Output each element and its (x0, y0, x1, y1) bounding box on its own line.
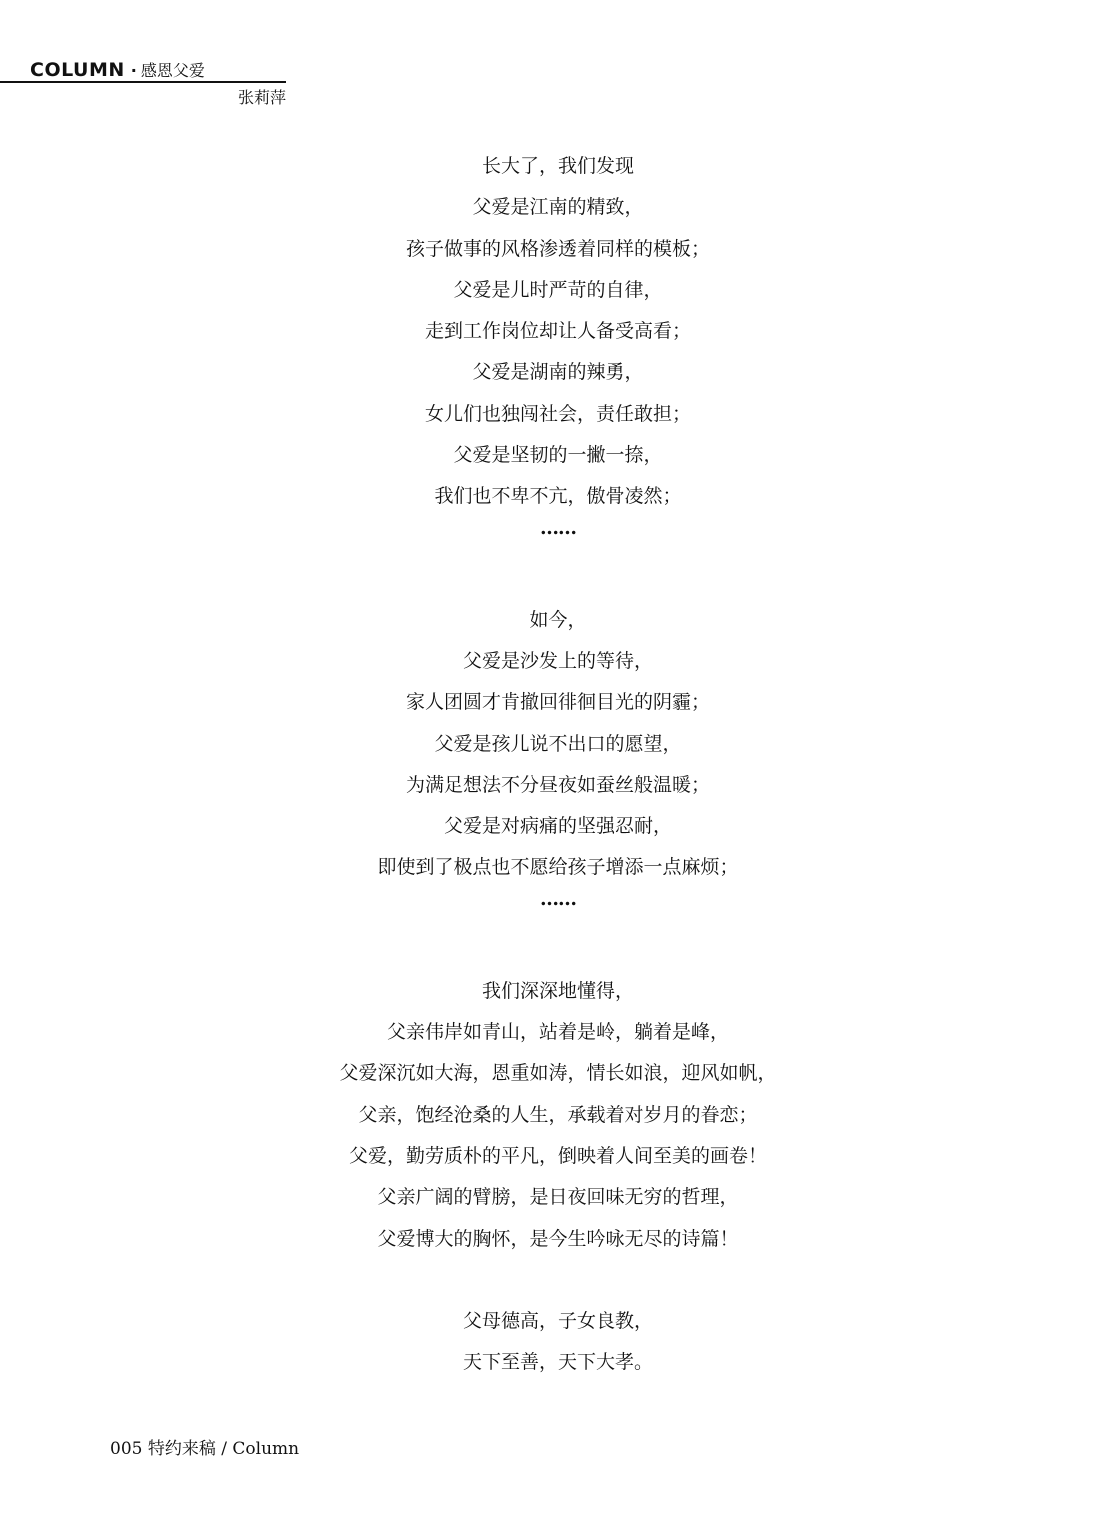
poem-line: 父亲伟岸如青山，站着是岭，躺着是峰， (386, 1021, 729, 1044)
poem-line: 父爱，勤劳质朴的平凡，倒映着人间至美的画卷！ (348, 1144, 767, 1167)
poem-line: 长大了，我们发现 (481, 155, 634, 177)
ellipsis: …… (540, 516, 576, 539)
poem-line: 如今， (529, 608, 587, 631)
poem-line: 为满足想法不分昼夜如蚕丝般温暖； (405, 773, 710, 796)
poem-line: 父亲广阔的臂膀，是日夜回味无穷的哲理， (377, 1186, 739, 1209)
poem-line: 父爱是儿时严苛的自律， (453, 278, 663, 301)
ellipsis: …… (540, 887, 576, 910)
stanza-4 (0, 1301, 1116, 1384)
poem-line: 父爱是坚韧的一撇一捺， (453, 444, 663, 467)
poem-line: 父爱是江南的精致， (472, 196, 644, 219)
poem-line: 家人团圆才肯撤回徘徊目光的阴霾； (405, 691, 710, 714)
poem-line: 天下至善，天下大孝。 (462, 1351, 653, 1374)
stanza-2 (0, 600, 1116, 919)
poem-line: 父爱是沙发上的等待， (462, 649, 653, 672)
poem-body (0, 146, 1116, 1383)
header-rule (0, 81, 286, 83)
author-name: 张莉萍 (237, 88, 286, 107)
stanza-gap (0, 1260, 1116, 1301)
poem-line: 我们也不卑不亢，傲骨凌然； (434, 485, 682, 508)
header-line (30, 58, 286, 81)
page-number: 005 (110, 1439, 143, 1459)
poem-line: 父爱博大的胸怀，是今生吟咏无尽的诗篇！ (377, 1227, 739, 1250)
poem-line: 女儿们也独闯社会，责任敢担； (424, 402, 691, 425)
poem-line: 父亲，饱经沧桑的人生，承载着对岁月的眷恋； (358, 1103, 758, 1126)
stanza-gap (0, 919, 1116, 971)
footer-slash: / (221, 1439, 227, 1459)
stanza-1 (0, 146, 1116, 548)
poem-line: 父爱是对病痛的坚强忍耐， (443, 815, 672, 838)
poem-line: 父母德高，子女良教， (462, 1309, 653, 1332)
column-label: COLUMN (30, 59, 125, 81)
column-header (30, 58, 286, 81)
footer-section: 特约来稿 (147, 1439, 216, 1459)
poem-line: 父爱深沉如大海，恩重如涛，情长如浪，迎风如帆， (339, 1062, 777, 1085)
poem-line: 即使到了极点也不愿给孩子增添一点麻烦； (377, 856, 739, 879)
poem-line: 父爱是湖南的辣勇， (472, 361, 644, 384)
column-title: 感恩父爱 (140, 61, 205, 80)
header-separator: · (130, 61, 137, 80)
page-footer (110, 1434, 299, 1459)
stanza-3 (0, 971, 1116, 1260)
poem-line: 父爱是孩儿说不出口的愿望， (434, 732, 682, 755)
poem-line: 我们深深地懂得， (481, 979, 634, 1002)
poem-line: 走到工作岗位却让人备受高看； (424, 320, 691, 343)
stanza-gap (0, 548, 1116, 600)
poem-line: 孩子做事的风格渗透着同样的模板； (405, 237, 710, 260)
footer-english: Column (232, 1439, 300, 1459)
